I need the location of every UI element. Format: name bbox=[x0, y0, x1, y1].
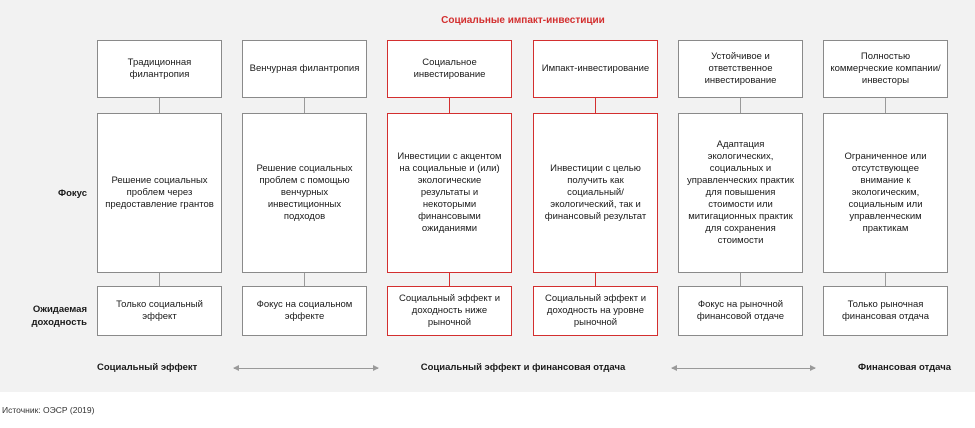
column-header: Венчурная филантропия bbox=[242, 40, 367, 98]
source-note: Источник: ОЭСР (2019) bbox=[2, 405, 95, 415]
focus-box: Решение социальных проблем с помощью венчурных инвестиционных подходов bbox=[242, 113, 367, 273]
return-box: Только рыночная финансовая отдача bbox=[823, 286, 948, 336]
focus-box: Ограниченное или отсутствующее внимание к экологическим, социальным или управленческим практикам bbox=[823, 113, 948, 273]
column-traditional-philanthropy bbox=[97, 40, 222, 336]
diagram-title: Социальные импакт-инвестиции bbox=[441, 15, 605, 26]
double-arrow-right bbox=[672, 368, 815, 369]
return-box: Только социальный эффект bbox=[97, 286, 222, 336]
connector bbox=[595, 273, 596, 286]
column-header: Устойчивое и ответственное инвестирование bbox=[678, 40, 803, 98]
connector bbox=[885, 273, 886, 286]
column-fully-commercial bbox=[823, 40, 948, 336]
connector bbox=[449, 98, 450, 113]
connector bbox=[595, 98, 596, 113]
connector bbox=[304, 98, 305, 113]
column-header: Социальное инвестирование bbox=[387, 40, 512, 98]
return-box: Социальный эффект и доходность на уровне рыночной bbox=[533, 286, 658, 336]
connector bbox=[159, 273, 160, 286]
return-box: Социальный эффект и доходность ниже рыночной bbox=[387, 286, 512, 336]
column-venture-philanthropy bbox=[242, 40, 367, 336]
focus-box: Адаптация экологических, социальных и управленческих практик для повышения стоимости или митигационных практик для сохранения стоимости bbox=[678, 113, 803, 273]
spectrum-label-financial: Финансовая отдача bbox=[858, 362, 951, 373]
focus-box: Инвестиции с целью получить как социальный/ экологический, так и финансовый результат bbox=[533, 113, 658, 273]
connector bbox=[740, 98, 741, 113]
focus-box: Решение социальных проблем через предоставление грантов bbox=[97, 113, 222, 273]
return-box: Фокус на рыночной финансовой отдаче bbox=[678, 286, 803, 336]
return-box: Фокус на социальном эффекте bbox=[242, 286, 367, 336]
double-arrow-left bbox=[234, 368, 378, 369]
column-header: Традиционная филантропия bbox=[97, 40, 222, 98]
row-label-expected-return: Ожидаемая доходность bbox=[31, 304, 87, 328]
spectrum-label-social: Социальный эффект bbox=[97, 362, 198, 373]
connector bbox=[304, 273, 305, 286]
spectrum-label-middle: Социальный эффект и финансовая отдача bbox=[420, 362, 626, 373]
column-header: Импакт-инвестирование bbox=[533, 40, 658, 98]
connector bbox=[740, 273, 741, 286]
connector bbox=[885, 98, 886, 113]
connector bbox=[449, 273, 450, 286]
row-label-focus: Фокус bbox=[58, 188, 87, 199]
column-header: Полностью коммерческие компании/инвесторы bbox=[823, 40, 948, 98]
connector bbox=[159, 98, 160, 113]
column-social-investing bbox=[387, 40, 512, 336]
focus-box: Инвестиции с акцентом на социальные и (или) экологические результаты и некоторыми финансовыми ожиданиями bbox=[387, 113, 512, 273]
column-sustainable-investing bbox=[678, 40, 803, 336]
column-impact-investing bbox=[533, 40, 658, 336]
